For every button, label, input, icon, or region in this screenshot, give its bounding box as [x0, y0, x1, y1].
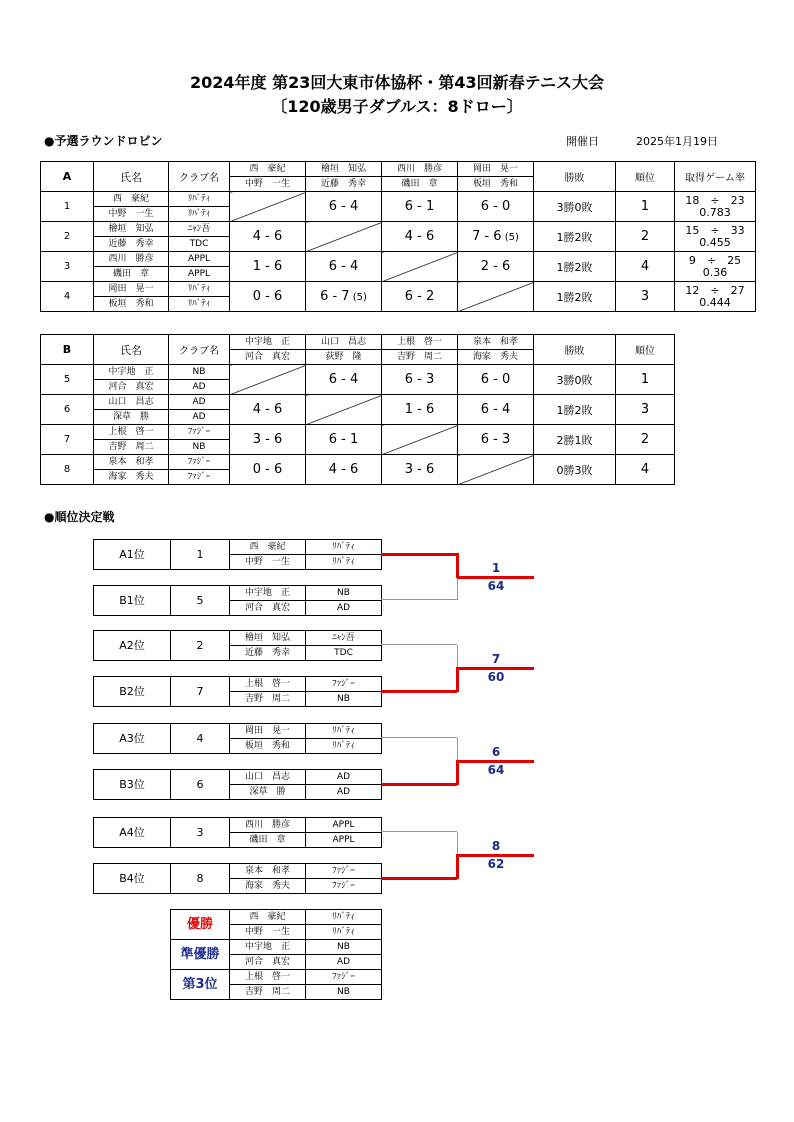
opponent-header-player2: 近藤 秀幸 [306, 177, 382, 192]
player2-club: APPL [306, 833, 382, 848]
game-rate [675, 252, 756, 282]
col-name-header: 氏名 [94, 162, 169, 192]
match-score [306, 252, 382, 282]
player1-name: 中宇地 正 [230, 586, 306, 601]
bracket-line [456, 667, 459, 692]
placement-number: 7 [491, 652, 501, 666]
match-score [230, 252, 306, 282]
player1-club: ﾘﾊﾞﾃｨ [306, 724, 382, 739]
player2-name: 河合 真宏 [230, 955, 306, 970]
win-loss: 1勝2敗 [534, 252, 616, 282]
result-label: 第3位 [171, 970, 230, 1000]
col-winloss-header: 勝敗 [534, 335, 616, 365]
player2-club: ﾘﾊﾞﾃｨ [306, 555, 382, 570]
seed-position: A4位 [94, 818, 171, 848]
player1-club: ﾘﾊﾞﾃｨ [306, 540, 382, 555]
player2-name: 磯田 章 [94, 267, 169, 282]
match-score [230, 282, 306, 312]
player1-club: ﾆｬﾝ吾 [169, 222, 230, 237]
score-text: 6 - 0 [480, 372, 511, 387]
bracket-line [457, 738, 458, 761]
entry-number: 7 [171, 677, 230, 707]
bracket-line [456, 854, 459, 879]
player2-club: ﾘﾊﾞﾃｨ [306, 739, 382, 754]
playoff-entry [93, 723, 382, 754]
player1-club: NB [306, 586, 382, 601]
section-playoff-heading: ●順位決定戦 [44, 510, 115, 524]
player1-club: ﾌｧｼﾞｰ [169, 425, 230, 440]
player1-name: 檜垣 知弘 [94, 222, 169, 237]
match-score [458, 395, 534, 425]
tiebreak-score: (5) [501, 232, 519, 243]
seed-position: A2位 [94, 631, 171, 661]
player1-name: 西 豪紀 [94, 192, 169, 207]
player1-club: ﾌｧｼﾞｰ [306, 677, 382, 692]
bracket-line [381, 783, 457, 786]
score-text: 4 - 6 [252, 229, 283, 244]
result-label: 準優勝 [171, 940, 230, 970]
entry-number: 6 [41, 395, 94, 425]
bracket-line [457, 645, 458, 668]
opponent-header-player1: 西川 勝彦 [382, 162, 458, 177]
match-score [382, 282, 458, 312]
win-loss: 0勝3敗 [534, 455, 616, 485]
match-score: 64 [487, 579, 505, 593]
player1-club: AD [169, 395, 230, 410]
entry-number: 1 [171, 540, 230, 570]
game-rate-fraction: 18 ÷ 23 [685, 193, 745, 207]
score-text: 6 - 3 [480, 432, 511, 447]
table-row [41, 222, 756, 237]
self-match-cell [306, 395, 382, 425]
player1-name: 岡田 晃一 [94, 282, 169, 297]
group-a-table [40, 161, 756, 312]
player1-club: ﾌｧｼﾞｰ [306, 970, 382, 985]
entry-number: 8 [171, 864, 230, 894]
score-text: 6 - 2 [404, 289, 435, 304]
score-text: 3 - 6 [404, 462, 435, 477]
player1-name: 上根 啓一 [94, 425, 169, 440]
score-text: 0 - 6 [252, 462, 283, 477]
match-score [458, 425, 534, 455]
rank: 4 [616, 252, 675, 282]
player1-name: 上根 啓一 [230, 677, 306, 692]
score-text: 6 - 0 [480, 199, 511, 214]
seed-position: B3位 [94, 770, 171, 800]
opponent-header-player2: 海家 秀夫 [458, 350, 534, 365]
player2-club: ﾘﾊﾞﾃｨ [169, 297, 230, 312]
opponent-header-player1: 泉本 和孝 [458, 335, 534, 350]
opponent-header-player2: 吉野 周二 [382, 350, 458, 365]
player2-name: 板垣 秀和 [230, 739, 306, 754]
section-roundrobin-heading: ●予選ラウンドロビン [44, 134, 163, 148]
opponent-header-player2: 河合 真宏 [230, 350, 306, 365]
table-row [41, 282, 756, 297]
player1-club: NB [169, 365, 230, 380]
entry-number: 7 [41, 425, 94, 455]
match-score [306, 455, 382, 485]
playoff-entry [93, 585, 382, 616]
placement-number: 8 [491, 839, 501, 853]
group-label: A [41, 162, 94, 192]
score-text: 1 - 6 [404, 402, 435, 417]
score-text: 6 - 4 [328, 259, 359, 274]
player2-name: 磯田 章 [230, 833, 306, 848]
match-score [306, 365, 382, 395]
game-rate-value: 0.455 [699, 235, 731, 249]
table-row [41, 252, 756, 267]
col-club-header: クラブ名 [169, 335, 230, 365]
game-rate-fraction: 9 ÷ 25 [688, 253, 742, 267]
player1-name: 西 豪紀 [230, 540, 306, 555]
score-text: 2 - 6 [480, 259, 511, 274]
score-text: 6 - 4 [480, 402, 511, 417]
match-score: 62 [487, 857, 505, 871]
player2-club: AD [306, 955, 382, 970]
col-rank-header: 順位 [616, 335, 675, 365]
player2-club: AD [306, 785, 382, 800]
match-score [458, 222, 534, 252]
player2-name: 河合 真宏 [230, 601, 306, 616]
event-date: 2025年1月19日 [636, 135, 718, 148]
match-score [382, 192, 458, 222]
player1-name: 西 豪紀 [230, 910, 306, 925]
table-row [171, 970, 382, 985]
score-text: 6 - 7 [320, 289, 350, 304]
table-row [41, 395, 675, 410]
entry-number: 3 [41, 252, 94, 282]
rank: 3 [616, 395, 675, 425]
score-text: 0 - 6 [252, 289, 283, 304]
bracket-line [457, 577, 458, 600]
match-score [306, 425, 382, 455]
playoff-entry [93, 863, 382, 894]
rank: 3 [616, 282, 675, 312]
opponent-header-player2: 板垣 秀和 [458, 177, 534, 192]
bracket-line [456, 760, 459, 785]
player1-club: ﾆｬﾝ吾 [306, 631, 382, 646]
player1-name: 中宇地 正 [94, 365, 169, 380]
player2-name: 河合 真宏 [94, 380, 169, 395]
player2-club: AD [169, 410, 230, 425]
player1-club: ﾘﾊﾞﾃｨ [306, 910, 382, 925]
game-rate [675, 222, 756, 252]
entry-number: 5 [171, 586, 230, 616]
score-text: 6 - 1 [328, 432, 359, 447]
player2-club: ﾌｧｼﾞｰ [306, 879, 382, 894]
col-rank-header: 順位 [616, 162, 675, 192]
player1-name: 泉本 和孝 [94, 455, 169, 470]
self-match-cell [382, 425, 458, 455]
player1-club: ﾌｧｼﾞｰ [169, 455, 230, 470]
player2-club: NB [306, 985, 382, 1000]
game-rate [675, 192, 756, 222]
self-match-cell [230, 365, 306, 395]
match-score: 64 [487, 763, 505, 777]
player2-name: 中野 一生 [230, 555, 306, 570]
match-score [230, 425, 306, 455]
player1-club: NB [306, 940, 382, 955]
match-score [382, 395, 458, 425]
score-text: 7 - 6 [472, 229, 502, 244]
playoff-entry [93, 817, 382, 848]
player2-name: 中野 一生 [94, 207, 169, 222]
table-row [41, 365, 675, 380]
placement-number: 6 [491, 745, 501, 759]
score-text: 1 - 6 [252, 259, 283, 274]
playoff-entry [93, 769, 382, 800]
bracket-line [381, 831, 457, 832]
win-loss: 1勝2敗 [534, 222, 616, 252]
game-rate-value: 0.444 [699, 295, 731, 309]
page-title: 2024年度 第23回大東市体協杯・第43回新春テニス大会 [190, 73, 604, 92]
game-rate-value: 0.36 [702, 265, 728, 279]
bracket-line [381, 877, 457, 880]
player1-name: 西川 勝彦 [94, 252, 169, 267]
seed-position: A1位 [94, 540, 171, 570]
opponent-header-player2: 荻野 隆 [306, 350, 382, 365]
entry-number: 2 [171, 631, 230, 661]
player1-name: 泉本 和孝 [230, 864, 306, 879]
group-b-table [40, 334, 675, 485]
opponent-header-player1: 岡田 晃一 [458, 162, 534, 177]
playoff-entry [93, 539, 382, 570]
win-loss: 1勝2敗 [534, 395, 616, 425]
opponent-header-player1: 上根 啓一 [382, 335, 458, 350]
player2-name: 吉野 周二 [94, 440, 169, 455]
score-text: 4 - 6 [404, 229, 435, 244]
player1-club: ﾘﾊﾞﾃｨ [169, 282, 230, 297]
player2-club: NB [169, 440, 230, 455]
entry-number: 3 [171, 818, 230, 848]
score-text: 4 - 6 [252, 402, 283, 417]
player1-name: 上根 啓一 [230, 970, 306, 985]
col-winloss-header: 勝敗 [534, 162, 616, 192]
win-loss: 3勝0敗 [534, 192, 616, 222]
opponent-header-player1: 中宇地 正 [230, 335, 306, 350]
match-score [230, 222, 306, 252]
player2-club: NB [306, 692, 382, 707]
player1-name: 檜垣 知弘 [230, 631, 306, 646]
player2-name: 深草 勝 [230, 785, 306, 800]
playoff-entry [93, 630, 382, 661]
col-club-header: クラブ名 [169, 162, 230, 192]
player2-club: ﾘﾊﾞﾃｨ [306, 925, 382, 940]
player1-name: 岡田 晃一 [230, 724, 306, 739]
rank: 1 [616, 365, 675, 395]
player2-name: 近藤 秀幸 [230, 646, 306, 661]
table-row [41, 455, 675, 470]
tiebreak-score: (5) [349, 292, 367, 303]
score-text: 3 - 6 [252, 432, 283, 447]
opponent-header-player2: 磯田 章 [382, 177, 458, 192]
group-label: B [41, 335, 94, 365]
self-match-cell [458, 282, 534, 312]
page-subtitle: 〔120歳男子ダブルス：8ドロー〕 [271, 97, 523, 116]
col-rate-header: 取得ゲーム率 [675, 162, 756, 192]
player2-name: 吉野 周二 [230, 985, 306, 1000]
match-score [458, 192, 534, 222]
player1-club: ﾌｧｼﾞｰ [306, 864, 382, 879]
player1-club: ﾘﾊﾞﾃｨ [169, 192, 230, 207]
player2-name: 海家 秀夫 [94, 470, 169, 485]
player2-name: 板垣 秀和 [94, 297, 169, 312]
table-row [171, 940, 382, 955]
player2-club: ﾘﾊﾞﾃｨ [169, 207, 230, 222]
seed-position: A3位 [94, 724, 171, 754]
entry-number: 4 [171, 724, 230, 754]
placement-number: 1 [491, 561, 501, 575]
win-loss: 1勝2敗 [534, 282, 616, 312]
player2-club: APPL [169, 267, 230, 282]
match-score [306, 282, 382, 312]
rank: 2 [616, 425, 675, 455]
opponent-header-player1: 山口 昌志 [306, 335, 382, 350]
match-score [382, 365, 458, 395]
match-score [230, 455, 306, 485]
player1-name: 山口 昌志 [230, 770, 306, 785]
table-row [41, 192, 756, 207]
bracket-line [456, 553, 459, 578]
self-match-cell [306, 222, 382, 252]
entry-number: 6 [171, 770, 230, 800]
seed-position: B1位 [94, 586, 171, 616]
date-label: 開催日 [566, 135, 599, 148]
match-score [306, 192, 382, 222]
seed-position: B2位 [94, 677, 171, 707]
player2-club: AD [306, 601, 382, 616]
score-text: 6 - 1 [404, 199, 435, 214]
player2-club: TDC [306, 646, 382, 661]
game-rate-fraction: 12 ÷ 27 [685, 283, 745, 297]
player2-club: TDC [169, 237, 230, 252]
entry-number: 1 [41, 192, 94, 222]
bracket-line [381, 690, 457, 693]
player2-name: 吉野 周二 [230, 692, 306, 707]
player1-name: 中宇地 正 [230, 940, 306, 955]
entry-number: 5 [41, 365, 94, 395]
opponent-header-player1: 檜垣 知弘 [306, 162, 382, 177]
self-match-cell [458, 455, 534, 485]
player2-club: AD [169, 380, 230, 395]
player2-name: 近藤 秀幸 [94, 237, 169, 252]
player1-club: AD [306, 770, 382, 785]
match-score [230, 395, 306, 425]
playoff-entry [93, 676, 382, 707]
rank: 4 [616, 455, 675, 485]
game-rate-fraction: 15 ÷ 33 [685, 223, 745, 237]
score-text: 6 - 3 [404, 372, 435, 387]
self-match-cell [382, 252, 458, 282]
bracket-line [457, 832, 458, 855]
player2-name: 海家 秀夫 [230, 879, 306, 894]
rank: 2 [616, 222, 675, 252]
score-text: 6 - 4 [328, 199, 359, 214]
rank: 1 [616, 192, 675, 222]
win-loss: 2勝1敗 [534, 425, 616, 455]
table-row [171, 910, 382, 925]
entry-number: 4 [41, 282, 94, 312]
bracket-line [381, 737, 457, 738]
entry-number: 2 [41, 222, 94, 252]
self-match-cell [230, 192, 306, 222]
game-rate [675, 282, 756, 312]
match-score [458, 252, 534, 282]
match-score: 60 [487, 670, 505, 684]
player1-club: APPL [306, 818, 382, 833]
game-rate-value: 0.783 [699, 205, 731, 219]
opponent-header-player1: 西 豪紀 [230, 162, 306, 177]
col-name-header: 氏名 [94, 335, 169, 365]
opponent-header-player2: 中野 一生 [230, 177, 306, 192]
seed-position: B4位 [94, 864, 171, 894]
score-text: 4 - 6 [328, 462, 359, 477]
player1-club: APPL [169, 252, 230, 267]
player2-name: 深草 勝 [94, 410, 169, 425]
bracket-line [381, 644, 457, 645]
result-label: 優勝 [171, 910, 230, 940]
player1-name: 西川 勝彦 [230, 818, 306, 833]
match-score [458, 365, 534, 395]
entry-number: 8 [41, 455, 94, 485]
table-row [41, 425, 675, 440]
match-score [382, 455, 458, 485]
win-loss: 3勝0敗 [534, 365, 616, 395]
player2-club: ﾌｧｼﾞｰ [169, 470, 230, 485]
match-score [382, 222, 458, 252]
player1-name: 山口 昌志 [94, 395, 169, 410]
bracket-line [381, 553, 457, 556]
final-results-table [170, 909, 382, 1000]
player2-name: 中野 一生 [230, 925, 306, 940]
bracket-line [381, 599, 457, 600]
score-text: 6 - 4 [328, 372, 359, 387]
